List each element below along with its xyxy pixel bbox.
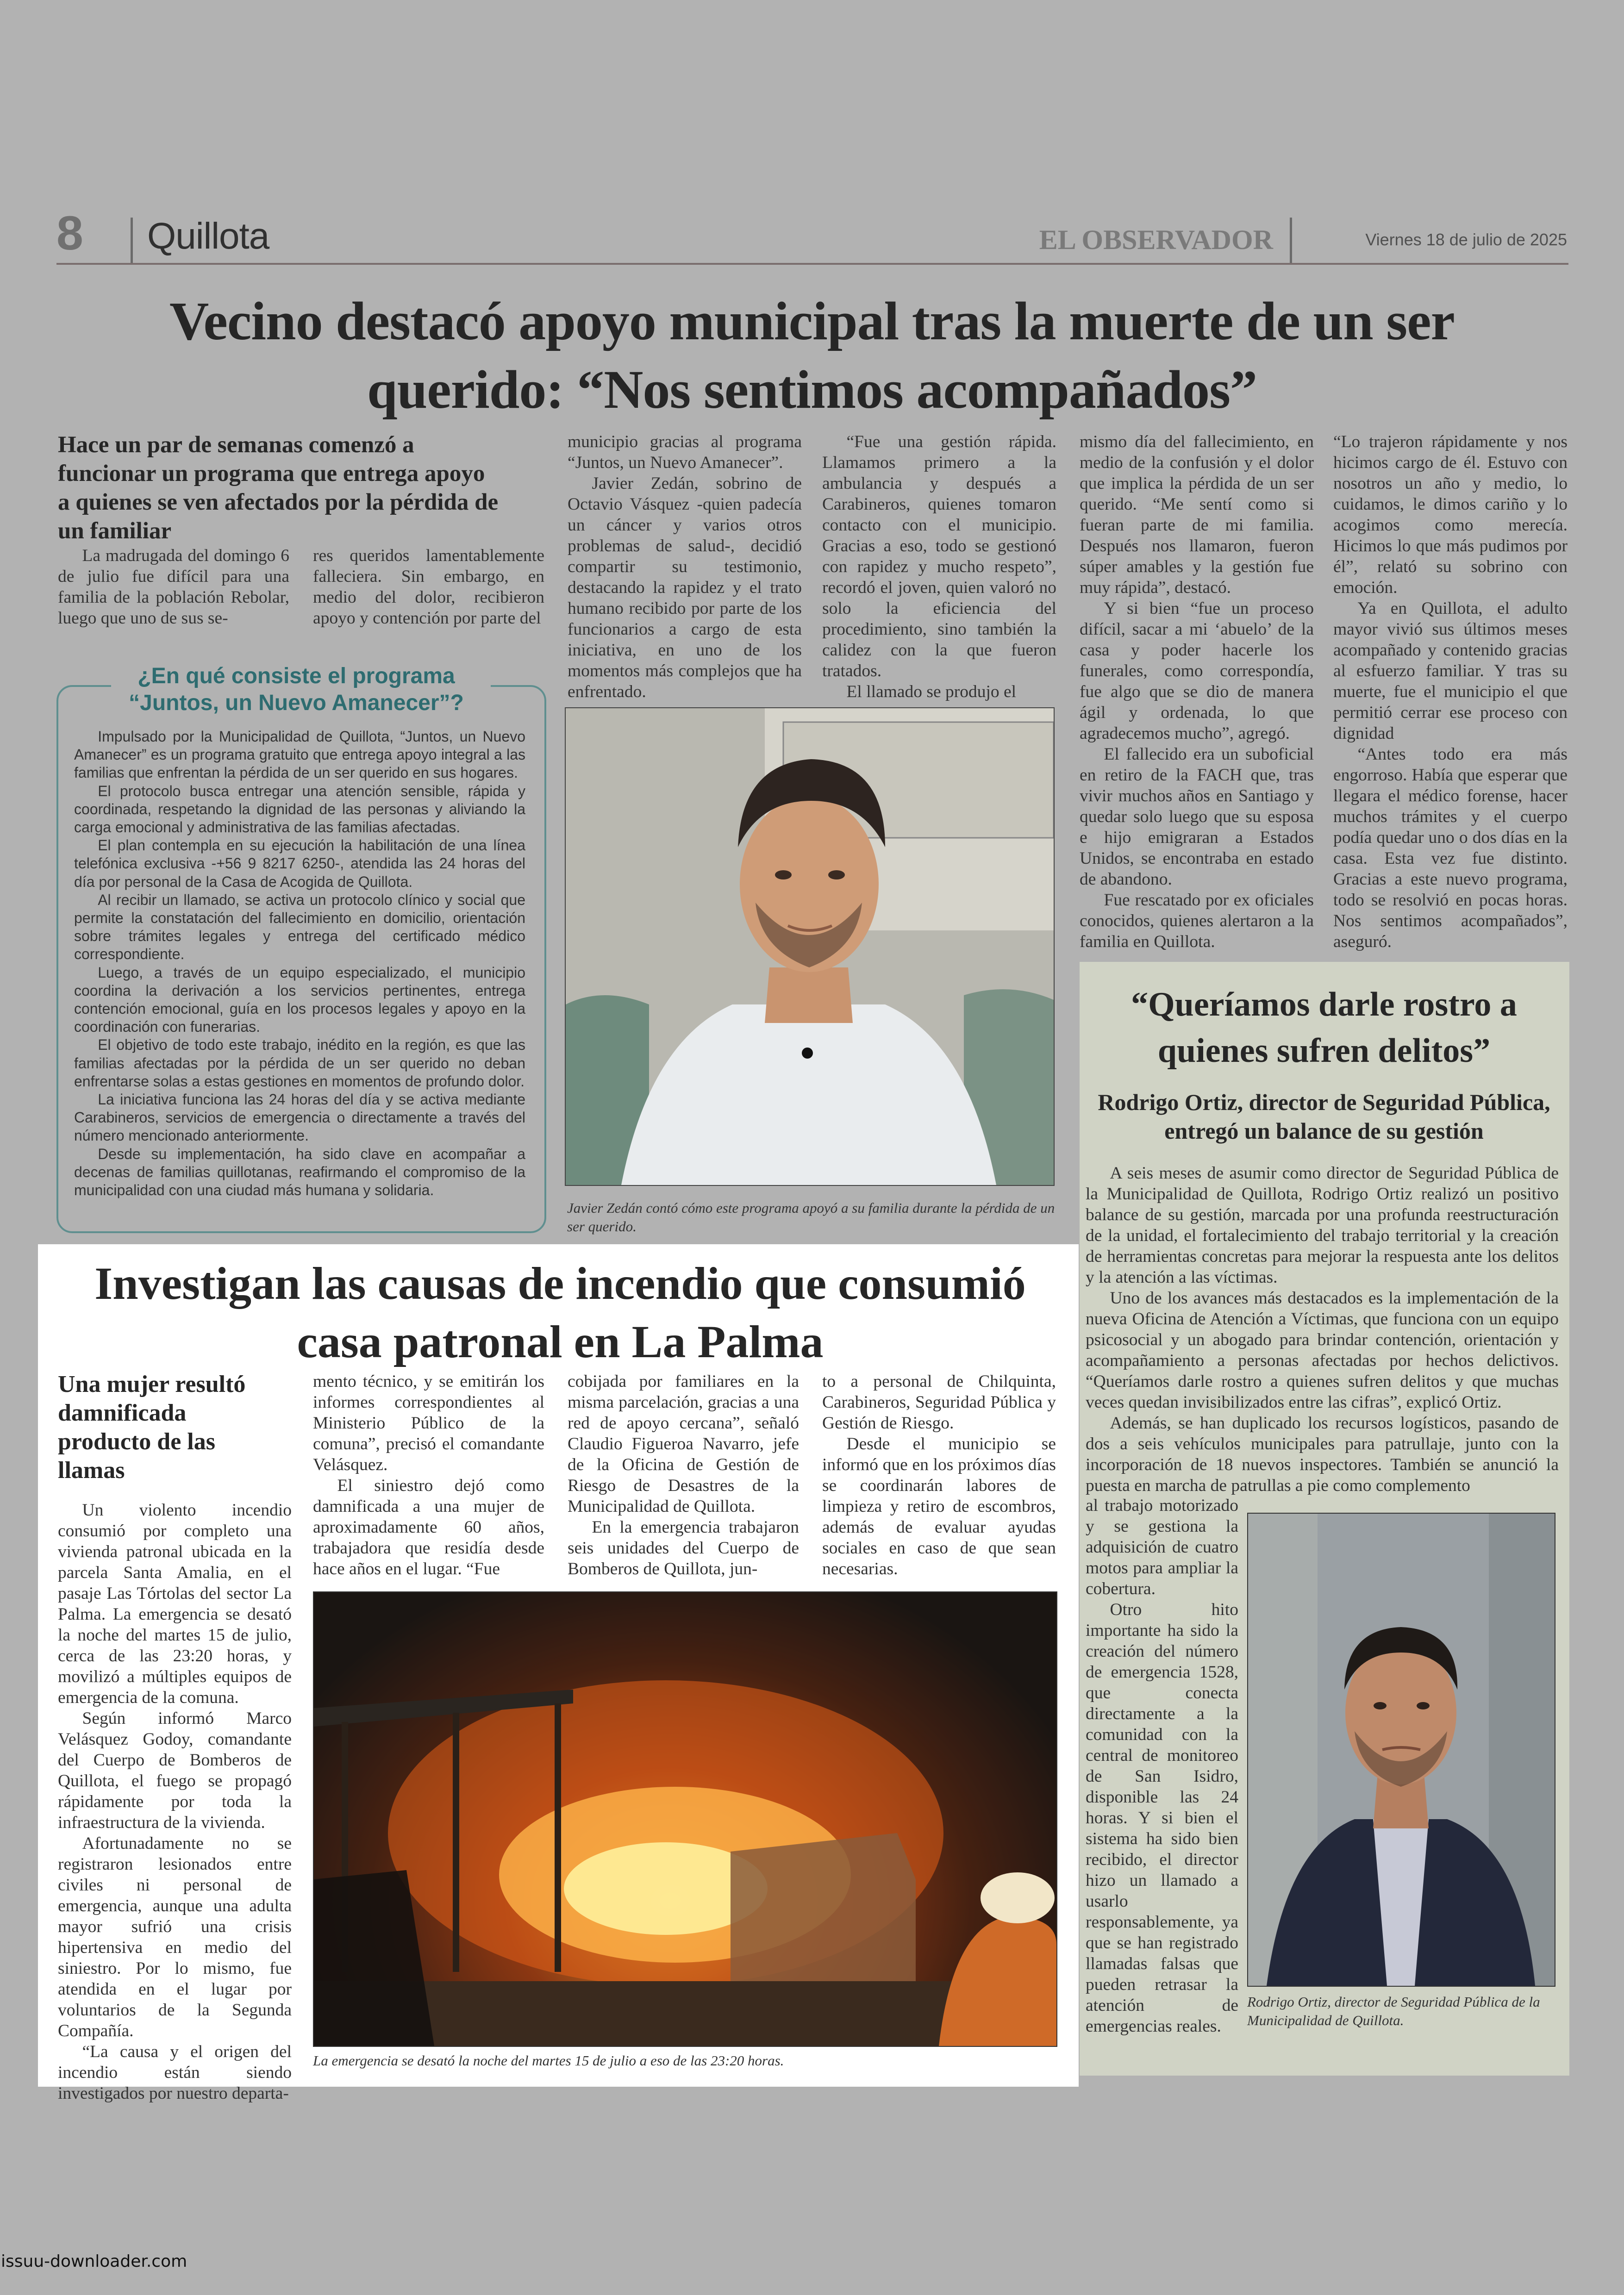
- header-divider: [131, 218, 133, 264]
- paragraph: Y si bien “fue un proceso difícil, sacar a mi ‘abuelo’ de la casa y poder hacerle los funerales, como correspondía, fue algo que se dio de manera ágil y ordenada, lo que agradecemos mucho”, agregó.: [1080, 599, 1314, 743]
- main-headline: Vecino destacó apoyo municipal tras la muerte de un ser querido: “Nos sentimos acompañados”: [169, 291, 1455, 420]
- fire-lead: Una mujer resultó damnificada producto de las llamas: [58, 1371, 246, 1484]
- paragraph: Un violento incendio consumió por completo una vivienda patronal ubicada en la parcela Santa Amalia, en el pasaje Las Tórtolas del sector La Palma. La emergencia se desató la noche del martes 15 de julio, cerca de las 23:20 horas, y movilizó a múltiples equipos de emergencia de la comuna.: [58, 1501, 292, 1707]
- article-column: [313, 545, 544, 629]
- article-column: [1333, 431, 1568, 952]
- article-column: [1080, 431, 1314, 952]
- photo-caption: Javier Zedán contó cómo este programa apoyó a su familia durante la pérdida de un ser querido.: [567, 1200, 1055, 1235]
- info-box-body: [74, 728, 525, 1199]
- article-column: [568, 1371, 799, 1579]
- paragraph: Desde el municipio se informó que en los próximos días se coordinarán labores de limpieza y retiro de escombros, además de evaluar ayudas sociales en caso de que sean necesarias.: [822, 1434, 1056, 1578]
- paragraph: La iniciativa funciona las 24 horas del día y se activa mediante Carabineros, servicios de emergencia o directamente a través del número mencionado anteriormente.: [74, 1091, 525, 1144]
- header-rule: [56, 263, 1568, 265]
- article-column: [1086, 1163, 1559, 1496]
- paragraph: municipio gracias al programa “Juntos, un Nuevo Amanecer”.: [568, 432, 802, 472]
- fire-headline: Investigan las causas de incendio que consumió casa patronal en La Palma: [94, 1258, 1026, 1367]
- paragraph: El protocolo busca entregar una atención sensible, rápida y coordinada, respetando la dignidad de las personas y aliviando la carga emocional y administrativa de las familias afectadas.: [74, 782, 525, 836]
- paragraph: to a personal de Chilquinta, Carabineros, Seguridad Pública y Gestión de Riesgo.: [822, 1372, 1056, 1433]
- security-subtitle: Rodrigo Ortiz, director de Seguridad Pública, entregó un balance de su gestión: [1098, 1089, 1550, 1144]
- paragraph: El siniestro dejó como damnificada a una mujer de aproximadamente 60 años, trabajadora que residía desde hace años en el lugar. “Fue: [313, 1476, 544, 1578]
- article-column: [58, 545, 289, 629]
- paragraph: El plan contempla en su ejecución la habilitación de una línea telefónica exclusiva -+56 9 8217 6250-, atendida las 24 horas del día por personal de la Casa de Acogida de Quillota.: [74, 837, 525, 890]
- paragraph: A seis meses de asumir como director de Seguridad Pública de la Municipalidad de Quillota, Rodrigo Ortiz realizó un positivo balance de su gestión, marcada por una profunda reestructuración de la unidad, el fortalecimiento del trabajo territorial y la creación de herramientas concretas para mejorar la respuesta ante los delitos y la atención a las víctimas.: [1086, 1164, 1559, 1287]
- paragraph: Afortunadamente no se registraron lesionados entre civiles ni personal de emergencia, aunque una adulta mayor sufrió una crisis hipertensiva en medio del siniestro. Por lo mismo, fue atendida en el lugar por voluntarios de la Segunda Compañía.: [58, 1834, 292, 2040]
- paragraph: Otro hito importante ha sido la creación del número de emergencia 1528, que conecta directamente a la comunidad con la central de monitoreo de San Isidro, disponible las 24 horas. Y si bien el sistema ha sido bien recibido, el director hizo un llamado a usarlo responsablemente, ya que se han registrado llamadas falsas que pueden retrasar la atención de emergencias reales.: [1086, 1600, 1238, 2036]
- paragraph: “Antes todo era más engorroso. Había que esperar que llegara el médico forense, hacer muchos trámites y el cuerpo podía quedar uno o dos días en la casa. Esta vez fue distinto. Gracias a este nuevo programa, todo se resolvió en pocas horas. Nos sentimos acompañados”, aseguró.: [1333, 745, 1568, 951]
- rodrigo-ortiz-photo: [1247, 1513, 1555, 1987]
- paragraph: El llamado se produjo el: [846, 682, 1017, 701]
- paragraph: Ya en Quillota, el adulto mayor vivió sus últimos meses acompañado y contenido gracias al esfuerzo familiar. Y tras su muerte, fue el municipio el que permitió cerrar ese proceso con dignidad: [1333, 599, 1568, 743]
- photo-caption: La emergencia se desató la noche del martes 15 de julio a eso de las 23:20 horas.: [313, 2052, 784, 2069]
- paragraph: “Fue una gestión rápida. Llamamos primero a la ambulancia y después a Carabineros, quienes tomaron contacto con el municipio. Gracias a eso, todo se gestionó con rapidez y mucho respeto”, recordó el joven, quien valoró no solo la eficiencia del procedimiento, sino también la calidez con la que fueron tratados.: [822, 432, 1056, 680]
- info-box-title: ¿En qué consiste el programa “Juntos, un Nuevo Amanecer”?: [129, 664, 464, 715]
- paragraph: La madrugada del domingo 6 de julio fue difícil para una familia de la población Rebolar, luego que uno de sus se-: [58, 546, 289, 628]
- fire-illustration: [314, 1592, 1056, 2046]
- paragraph: Fue rescatado por ex oficiales conocidos, quienes alertaron a la familia en Quillota.: [1080, 891, 1314, 951]
- article-column: [822, 431, 1056, 702]
- security-headline: “Queríamos darle rostro a quienes sufren delitos”: [1131, 985, 1517, 1070]
- paragraph: Además, se han duplicado los recursos logísticos, pasando de dos a seis vehículos municipales para patrullaje, junto con la incorporación de 18 nuevos inspectores. También se anunció la puesta en marcha de patrullas a pie como complemento: [1086, 1414, 1559, 1495]
- section-name: Quillota: [147, 215, 269, 256]
- article-column: [1086, 1495, 1238, 2037]
- article-column: [822, 1371, 1056, 1579]
- issue-date: Viernes 18 de julio de 2025: [1365, 230, 1567, 249]
- header-divider: [1290, 218, 1292, 264]
- portrait-illustration: [1248, 1514, 1555, 1986]
- fire-photo: [313, 1591, 1057, 2047]
- paragraph: Impulsado por la Municipalidad de Quillota, “Juntos, un Nuevo Amanecer” es un programa gratuito que entrega apoyo integral a las familias que enfrentan la pérdida de un ser querido en sus hogares.: [74, 728, 525, 781]
- paragraph: “La causa y el origen del incendio están siendo investigados por nuestro departa-: [58, 2042, 292, 2103]
- paragraph: Uno de los avances más destacados es la implementación de la nueva Oficina de Atención a Víctimas, que funciona con un equipo psicosocial y un abogado para brindar contención, orientación y acompañamiento a personas afectadas por hechos delictivos. “Queríamos darle rostro a quienes sufren delitos y que muchas veces quedan invisibilizados entre las cifras”, explicó Ortiz.: [1086, 1289, 1559, 1412]
- portrait-illustration: [566, 708, 1054, 1185]
- paragraph: Según informó Marco Velásquez Godoy, comandante del Cuerpo de Bomberos de Quillota, el fuego se propagó rápidamente por toda la infraestructura de la vivienda.: [58, 1709, 292, 1832]
- publication-logo: EL OBSERVADOR: [1039, 225, 1273, 255]
- paragraph: al trabajo motorizado y se gestiona la adquisición de cuatro motos para ampliar la cobertura.: [1086, 1496, 1238, 1598]
- paragraph: cobijada por familiares en la misma parcelación, gracias a una red de apoyo cercana”, señaló Claudio Figueroa Navarro, jefe de la Oficina de Gestión de Riesgo de Desastres de la Municipalidad de Quillota.: [568, 1372, 799, 1516]
- javier-zedan-photo: [565, 707, 1055, 1186]
- paragraph: El fallecido era un suboficial en retiro de la FACH que, tras vivir muchos años en Santiago y quedar solo luego que su esposa e hijo emigraran a Estados Unidos, se encontraba en estado de abandono.: [1080, 745, 1314, 889]
- paragraph: El objetivo de todo este trabajo, inédito en la región, es que las familias afectadas por la pérdida de un ser querido no deban enfrentarse solas a estas gestiones en momentos de profundo dolor.: [74, 1036, 525, 1090]
- paragraph: res queridos lamentablemente falleciera. Sin embargo, en medio del dolor, recibieron apoyo y contención por parte del: [313, 546, 544, 628]
- watermark: issuu-downloader.com: [1, 2252, 187, 2271]
- paragraph: mismo día del fallecimiento, en medio de la confusión y el dolor que implica la pérdida de un ser querido. “Me sentí como si fueran parte de mi familia. Después nos llamaron, fueron súper amables y la gestión fue muy rápida”, destacó.: [1080, 432, 1314, 597]
- paragraph: En la emergencia trabajaron seis unidades del Cuerpo de Bomberos de Quillota, jun-: [568, 1518, 799, 1578]
- paragraph: Al recibir un llamado, se activa un protocolo clínico y social que permite la constatación del fallecimiento en domicilio, orientación sobre trámites legales y entrega del certificado médico correspondiente.: [74, 891, 525, 963]
- main-lead: Hace un par de semanas comenzó a funcionar un programa que entrega apoyo a quienes se ven afectados por la pérdida de un familiar: [58, 432, 499, 544]
- article-column: [58, 1500, 292, 2104]
- article-column: [313, 1371, 544, 1579]
- paragraph: “Lo trajeron rápidamente y nos hicimos cargo de él. Estuvo con nosotros un año y medio, lo cuidamos, le dimos cariño y lo acogimos como merecía. Hicimos lo que más pudimos por él”, relató su sobrino con emoción.: [1333, 432, 1568, 597]
- paragraph: Luego, a través de un equipo especializado, el municipio coordina la derivación a los servicios pertinentes, entrega contención emocional, guía en los procesos legales y apoyo en la coordinación con funerarias.: [74, 964, 525, 1035]
- article-column: [568, 431, 802, 702]
- paragraph: Javier Zedán, sobrino de Octavio Vásquez -quien padecía un cáncer y varios otros problemas de salud-, decidió compartir su testimonio, destacando la rapidez y el trato humano recibido por parte de los funcionarios a cargo de esta iniciativa, en uno de los momentos más complejos que ha enfrentado.: [568, 474, 802, 701]
- paragraph: mento técnico, y se emitirán los informes correspondientes al Ministerio Público de la comuna”, precisó el comandante Velásquez.: [313, 1372, 544, 1474]
- paragraph: Desde su implementación, ha sido clave en acompañar a decenas de familias quillotanas, reafirmando el compromiso de la municipalidad con una ciudad más humana y solidaria.: [74, 1145, 525, 1199]
- page-number: 8: [56, 206, 83, 260]
- photo-caption: Rodrigo Ortiz, director de Seguridad Pública de la Municipalidad de Quillota.: [1247, 1994, 1540, 2028]
